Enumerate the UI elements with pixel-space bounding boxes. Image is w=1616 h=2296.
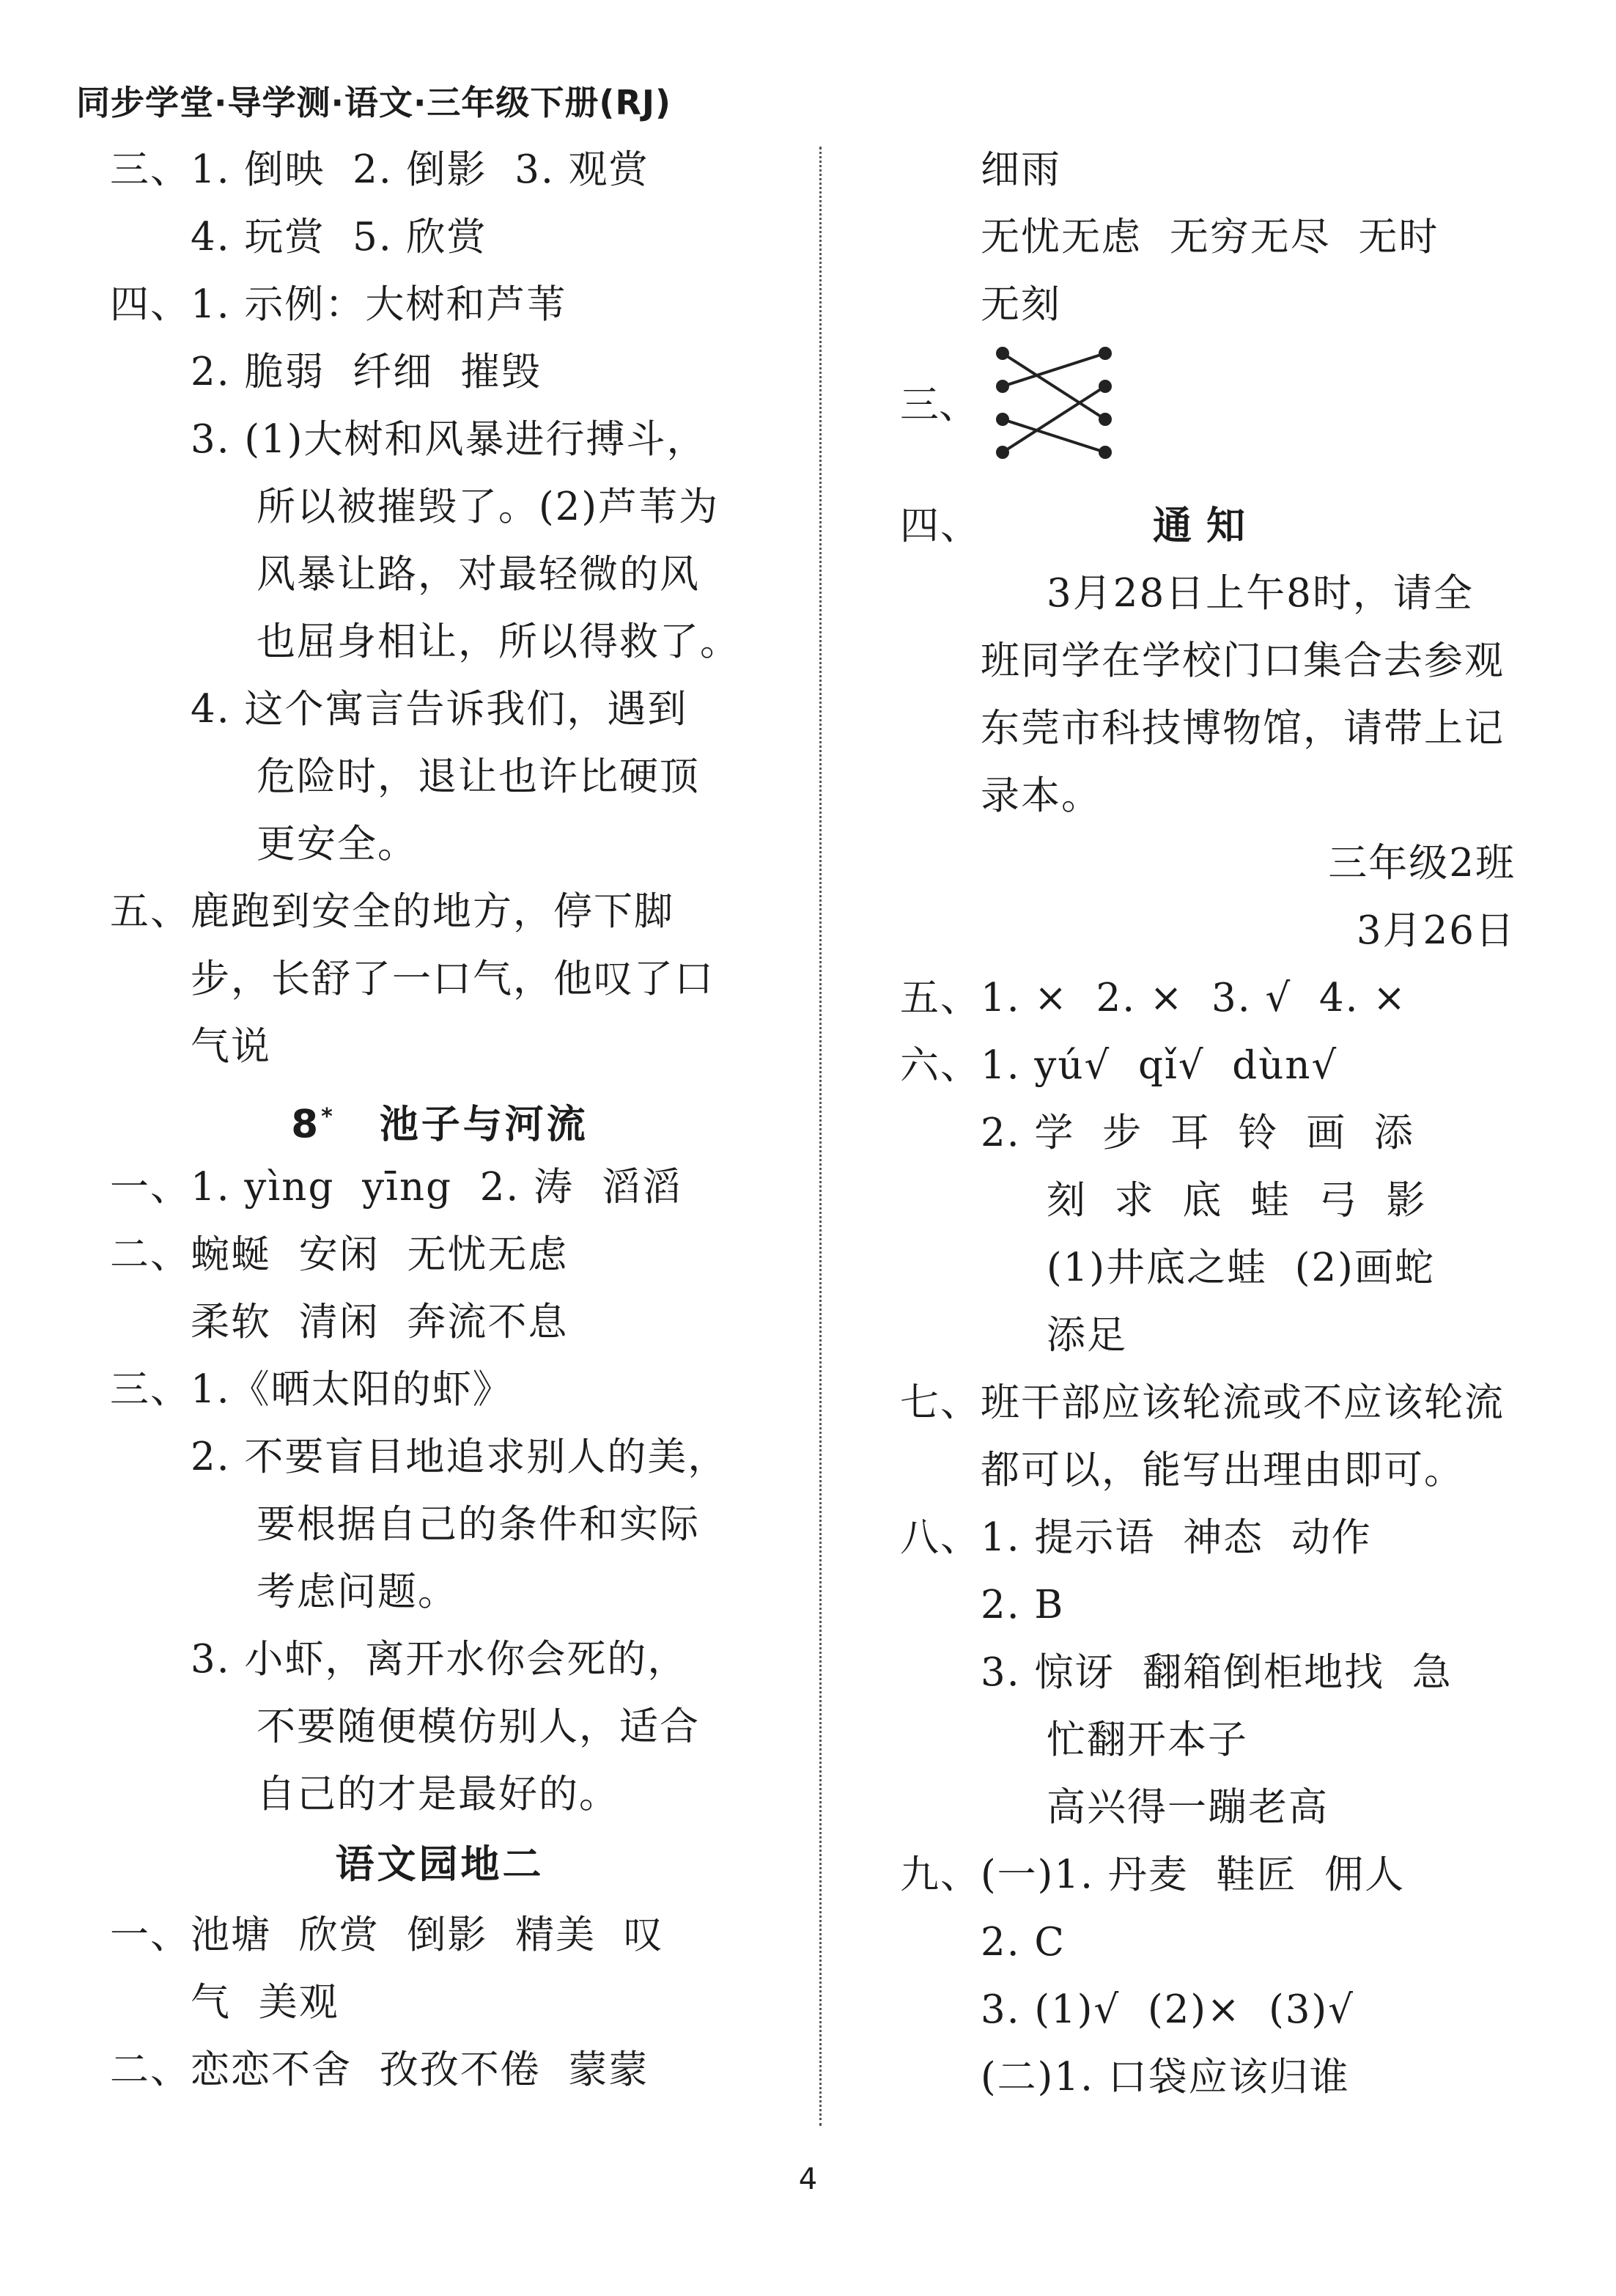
notice-date: 3月26日	[1356, 908, 1516, 953]
notice-body: 东莞市科技博物馆，请带上记	[981, 706, 1505, 751]
answer-line: 柔软 清闲 奔流不息	[191, 1300, 569, 1344]
column-divider	[819, 147, 822, 2126]
answer-line: 考虑问题。	[257, 1570, 458, 1614]
answer-line: 八、 1. 提示语 神态 动作	[900, 1515, 1372, 1560]
answer-line: 要根据自己的条件和实际	[257, 1502, 700, 1547]
answer-line: 2. 学 步 耳 铃 画 添	[981, 1111, 1414, 1155]
answer-line: 更安全。	[257, 822, 418, 866]
answer-line: 2. B	[981, 1583, 1065, 1627]
answer-line: (二)1. 口袋应该归谁	[981, 2055, 1350, 2100]
answer-line: 都可以，能写出理由即可。	[981, 1448, 1464, 1493]
notice-body: 录本。	[981, 773, 1102, 818]
answer-line: 添足	[1047, 1313, 1127, 1358]
answer-line: 不要随便模仿别人，适合	[257, 1704, 700, 1749]
answer-line: 四、 通知	[900, 493, 1560, 560]
answer-line: 也屈身相让，所以得救了。	[257, 619, 740, 664]
section-title: 语文园地二	[335, 1842, 545, 1887]
answer-line: 步，长舒了一口气，他叹了口	[191, 957, 715, 1001]
answer-line: 气说	[191, 1024, 271, 1069]
answer-line: 一、 池塘 欣赏 倒影 精美 叹	[110, 1913, 664, 1957]
answer-line: 危险时，退让也许比硬顶	[257, 754, 700, 799]
answer-line: 七、 班干部应该轮流或不应该轮流	[900, 1380, 1505, 1425]
answer-line: 高兴得一蹦老高	[1047, 1785, 1329, 1830]
matching-lines-figure: 三、	[900, 339, 1560, 493]
answer-line: 细雨	[981, 147, 1061, 192]
answer-line: 二、 蜿蜒 安闲 无忧无虑	[110, 1232, 569, 1277]
answer-line: 五、 鹿跑到安全的地方，停下脚	[110, 889, 674, 934]
notice-body: 班同学在学校门口集合去参观	[981, 639, 1505, 683]
answer-line: 三、 1.《晒太阳的虾》	[110, 1367, 513, 1412]
answer-line: 四、 1. 示例：大树和芦苇	[110, 282, 567, 327]
answer-line: 3. 小虾，离开水你会死的，	[191, 1637, 688, 1682]
answer-line: 所以被摧毁了。(2)芦苇为	[257, 485, 720, 529]
answer-line: 气 美观	[191, 1980, 339, 2025]
answer-line: 自己的才是最好的。	[257, 1772, 619, 1817]
answer-line: 无忧无虑 无穷无尽 无时	[981, 215, 1439, 260]
notice-body: 3月28日上午8时，请全	[1047, 571, 1474, 616]
answer-line: 一、 1. yìng yīng 2. 涛 滔滔	[110, 1165, 682, 1210]
right-column	[900, 136, 1560, 2111]
notice-title: 通知	[1153, 504, 1260, 548]
answer-line: 3. (1)√ (2)× (3)√	[981, 1987, 1354, 2032]
page-number: 4	[798, 2163, 818, 2196]
answer-line: 4. 玩赏 5. 欣赏	[191, 215, 487, 260]
answer-line: (1)井底之蛙 (2)画蛇	[1047, 1245, 1435, 1290]
answer-line: 3. 惊讶 翻箱倒柜地找 急	[981, 1650, 1453, 1695]
answer-line: 三、 1. 倒映 2. 倒影 3. 观赏	[110, 147, 649, 192]
page-header: 同步学堂·导学测·语文·三年级下册(RJ)	[76, 83, 672, 122]
answer-line: 五、 1. × 2. × 3. √ 4. ×	[900, 976, 1407, 1020]
answer-line: 风暴让路，对最轻微的风	[257, 552, 700, 597]
answer-line: 2. 不要盲目地追求别人的美，	[191, 1435, 728, 1479]
answer-line: 刻 求 底 蛙 弓 影	[1047, 1178, 1427, 1223]
answer-line: 2. 脆弱 纤细 摧毁	[191, 350, 542, 394]
lesson-title: 8* 池子与河流	[291, 1102, 589, 1147]
answer-line: 2. C	[981, 1920, 1066, 1965]
answer-line: 3. (1)大树和风暴进行搏斗，	[191, 417, 707, 462]
answer-line: 九、 (一)1. 丹麦 鞋匠 佣人	[900, 1852, 1406, 1897]
left-column	[110, 136, 770, 2104]
answer-line: 无刻	[981, 282, 1061, 327]
matching-lines-icon	[981, 339, 1127, 485]
notice-signature: 三年级2班	[1328, 841, 1516, 886]
answer-line: 六、 1. yú√ qǐ√ dùn√	[900, 1043, 1338, 1088]
answer-line: 二、 恋恋不舍 孜孜不倦 蒙蒙	[110, 2047, 649, 2092]
answer-line: 4. 这个寓言告诉我们，遇到	[191, 687, 688, 732]
answer-line: 忙翻开本子	[1047, 1718, 1248, 1762]
